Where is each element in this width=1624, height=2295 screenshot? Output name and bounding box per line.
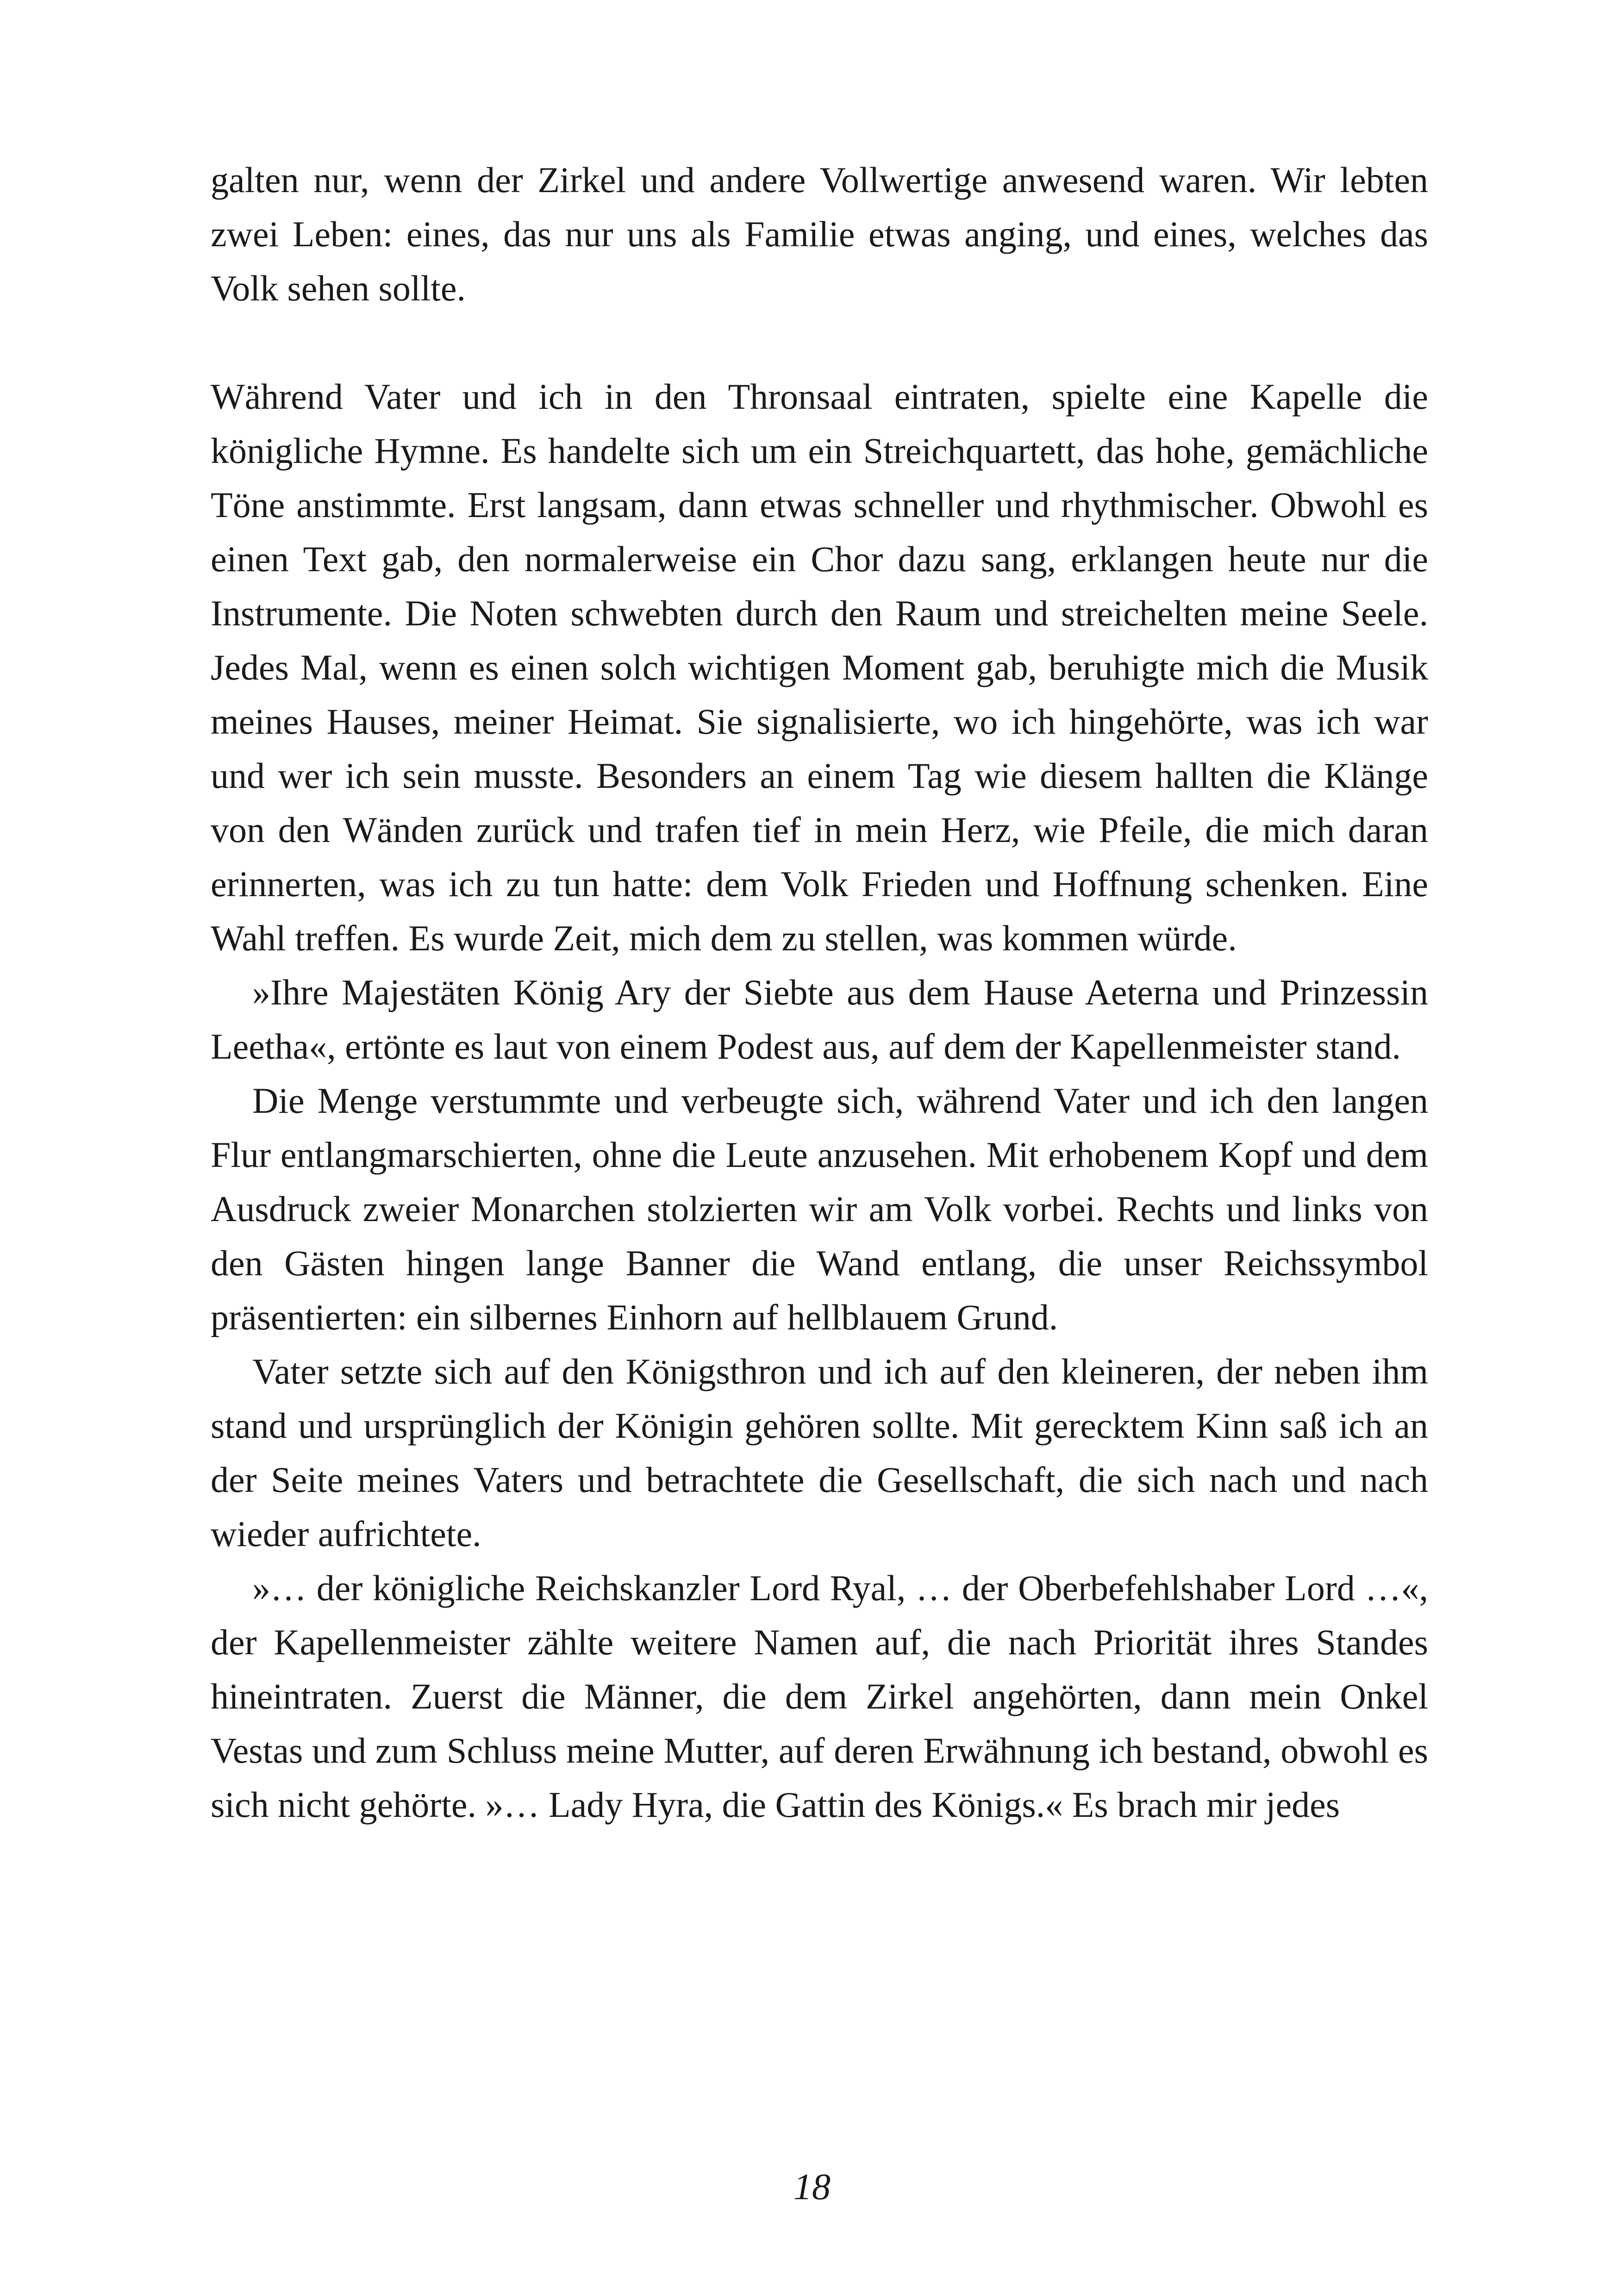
paragraph-3: »Ihre Majestäten König Ary der Siebte aus dem Hause Aeterna und Prinzessin Leetha«, ertönte es laut von einem Podest aus, auf dem der Kapellenmeister stand. [211,972,1428,1066]
paragraph-2: Während Vater und ich in den Thronsaal eintraten, spielte eine Kapelle die königliche Hymne. Es handelte sich um ein Streichquartett, das hohe, gemächliche Töne anstimmte. Erst langsam, dann etwas schneller und rhythmischer. Obwohl es einen Text gab, den normalerweise ein Chor dazu sang, erklangen heute nur die Instrumente. Die Noten schwebten durch den Raum und streichelten meine Seele. Jedes Mal, wenn es einen solch wichtigen Moment gab, beruhigte mich die Musik meines Hauses, meiner Heimat. Sie signalisierte, wo ich hingehörte, was ich war und wer ich sein musste. Besonders an einem Tag wie diesem hallten die Klänge von den Wänden zurück und trafen tief in mein Herz, wie Pfeile, die mich daran erinnerten, was ich zu tun hatte: dem Volk Frieden und Hoffnung schenken. Eine Wahl treffen. Es wurde Zeit, mich dem zu stellen, was kommen würde. [211,376,1428,958]
paragraph-1: galten nur, wenn der Zirkel und andere Vollwertige anwesend waren. Wir lebten zwei Leben: eines, das nur uns als Familie etwas anging, und eines, welches das Volk sehen sollte. [211,160,1428,308]
body-text [211,153,1428,1832]
page-number: 18 [793,2167,831,2208]
paragraph-4: Die Menge verstummte und verbeugte sich, während Vater und ich den langen Flur entlangmarschierten, ohne die Leute anzusehen. Mit erhobenem Kopf und dem Ausdruck zweier Monarchen stolzierten wir am Volk vorbei. Rechts und links von den Gästen hingen lange Banner die Wand entlang, die unser Reichssymbol präsentierten: ein silbernes Einhorn auf hellblauem Grund. [211,1080,1428,1337]
paragraph-6: »… der königliche Reichskanzler Lord Ryal, … der Oberbefehlshaber Lord …«, der Kapellenmeister zählte weitere Namen auf, die nach Priorität ihres Standes hineintraten. Zuerst die Männer, die dem Zirkel angehörten, dann mein Onkel Vestas und zum Schluss meine Mutter, auf deren Erwähnung ich bestand, obwohl es sich nicht gehörte. »… Lady Hyra, die Gattin des Königs.« Es brach mir jedes [211,1568,1428,1825]
section-break [211,315,1428,369]
paragraph-5: Vater setzte sich auf den Königsthron und ich auf den kleineren, der neben ihm stand und ursprünglich der Königin gehören sollte. Mit gerecktem Kinn saß ich an der Seite meines Vaters und betrachtete die Gesellschaft, die sich nach und nach wieder aufrichtete. [211,1351,1428,1554]
